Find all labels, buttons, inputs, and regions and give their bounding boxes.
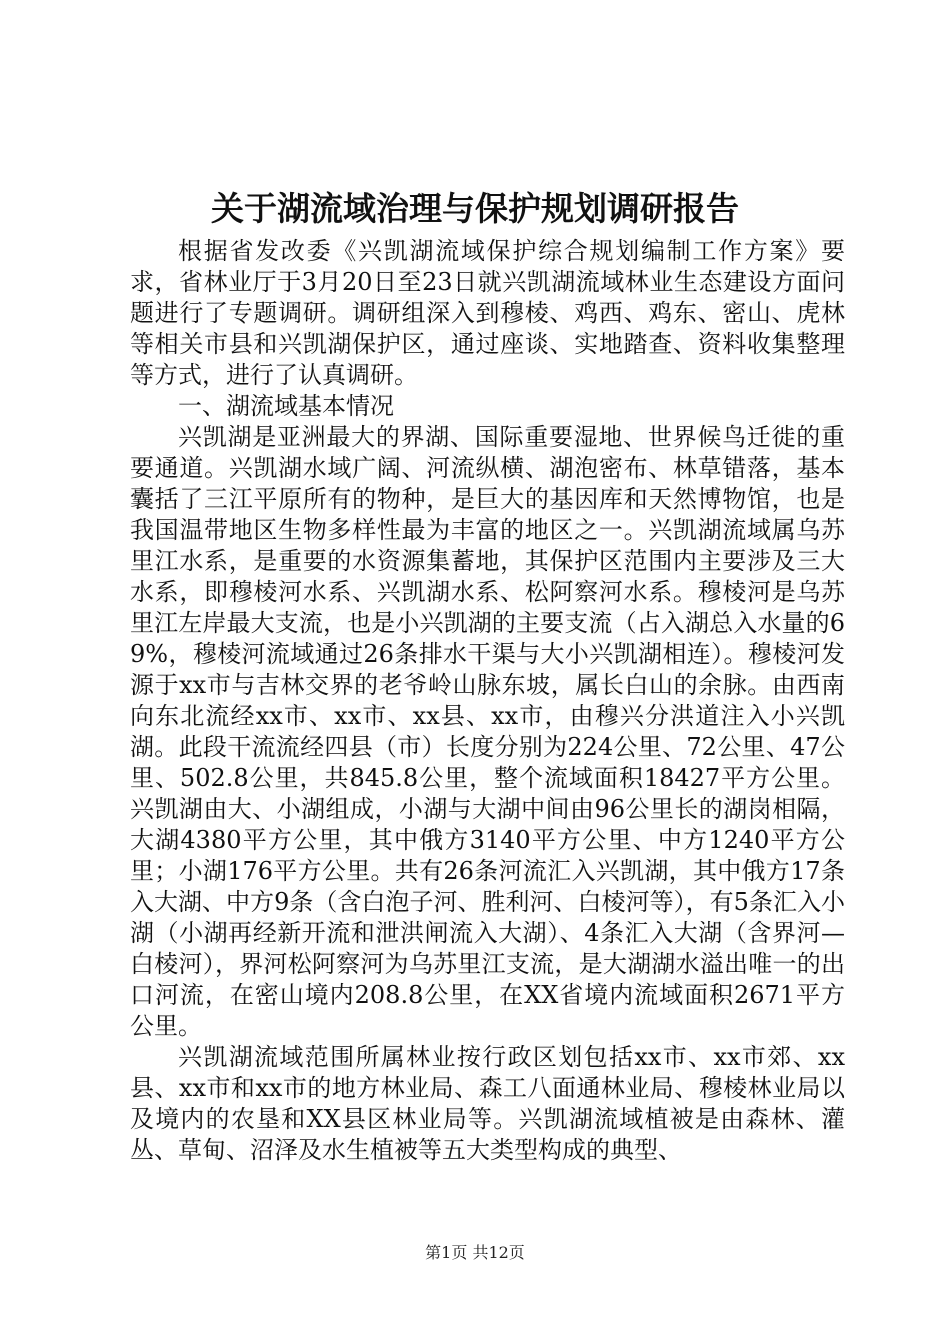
document-title: 关于湖流域治理与保护规划调研报告 bbox=[211, 189, 739, 228]
paragraph-intro: 根据省发改委《兴凯湖流域保护综合规划编制工作方案》要求，省林业厅于3月20日至23日就兴凯湖流域林业生态建设方面问题进行了专题调研。调研组深入到穆棱、鸡西、鸡东、密山、虎林等相关市县和兴凯湖保护区，通过座谈、实地踏查、资料收集整理等方式，进行了认真调研。 bbox=[130, 237, 845, 389]
section-heading-basic-info: 一、湖流域基本情况 bbox=[178, 392, 394, 420]
paragraph-lake-overview: 兴凯湖是亚洲最大的界湖、国际重要湿地、世界候鸟迁徙的重要通道。兴凯湖水域广阔、河流纵横、湖泡密布、林草错落，基本囊括了三江平原所有的物种，是巨大的基因库和天然博物馆，也是我国温带地区生物多样性最为丰富的地区之一。兴凯湖流域属乌苏里江水系，是重要的水资源集蓄地，其保护区范围内主要涉及三大水系，即穆棱河水系、兴凯湖水系、松阿察河水系。穆棱河是乌苏里江左岸最大支流，也是小兴凯湖的主要支流（占入湖总入水量的69%，穆棱河流域通过26条排水干渠与大小兴凯湖相连）。穆棱河发源于xx市与吉林交界的老爷岭山脉东坡，属长白山的余脉。由西南向东北流经xx市、xx市、xx县、xx市，由穆兴分洪道注入小兴凯湖。此段干流流经四县（市）长度分别为224公里、72公里、47公里、502.8公里，共845.8公里，整个流域面积18427平方公里。兴凯湖由大、小湖组成，小湖与大湖中间由96公里长的湖岗相隔，大湖4380平方公里，其中俄方3140平方公里、中方1240平方公里；小湖176平方公里。共有26条河流汇入兴凯湖，其中俄方17条入大湖、中方9条（含白泡子河、胜利河、白棱河等），有5条汇入小湖（小湖再经新开流和泄洪闸流入大湖）、4条汇入大湖（含界河—白棱河），界河松阿察河为乌苏里江支流，是大湖湖水溢出唯一的出口河流，在密山境内208.8公里，在XX省境内流域面积2671平方公里。 bbox=[130, 423, 845, 1040]
paragraph-forestry-scope: 兴凯湖流域范围所属林业按行政区划包括xx市、xx市郊、xx县、xx市和xx市的地方林业局、森工八面通林业局、穆棱林业局以及境内的农垦和XX县区林业局等。兴凯湖流域植被是由森林、灌丛、草甸、沼泽及水生植被等五大类型构成的典型、 bbox=[130, 1043, 845, 1164]
page-number-footer: 第1页 共12页 bbox=[425, 1243, 525, 1262]
document-body bbox=[130, 236, 845, 1166]
